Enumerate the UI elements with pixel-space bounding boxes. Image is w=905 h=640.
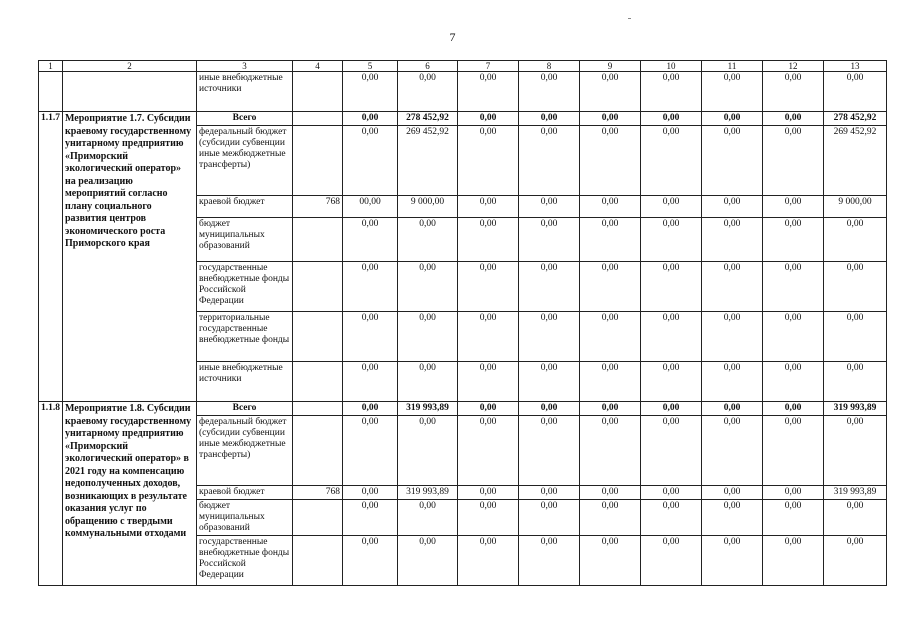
amount-cell: 0,00 xyxy=(641,500,702,536)
amount-cell: 0,00 xyxy=(398,416,458,486)
amount-cell: 0,00 xyxy=(763,218,824,262)
amount-cell: 0,00 xyxy=(580,536,641,586)
amount-cell: 0,00 xyxy=(519,218,580,262)
amount-cell: 0,00 xyxy=(580,312,641,362)
amount-cell: 0,00 xyxy=(641,486,702,500)
amount-cell: 0,00 xyxy=(702,416,763,486)
amount-cell: 0,00 xyxy=(343,402,398,416)
amount-cell: 278 452,92 xyxy=(824,112,887,126)
amount-cell: 0,00 xyxy=(702,500,763,536)
amount-cell: 0,00 xyxy=(641,112,702,126)
budget-table xyxy=(38,60,887,586)
total-label: Всего xyxy=(197,112,293,126)
amount-cell: 0,00 xyxy=(580,486,641,500)
funding-source: бюджет муниципальных образований xyxy=(197,218,293,262)
amount-cell: 0,00 xyxy=(458,486,519,500)
amount-cell: 0,00 xyxy=(398,500,458,536)
header-row xyxy=(39,61,887,72)
description-cell xyxy=(63,72,197,112)
amount-cell: 0,00 xyxy=(641,362,702,402)
column-header-12: 12 xyxy=(763,61,824,72)
amount-cell: 9 000,00 xyxy=(398,196,458,218)
amount-cell: 0,00 xyxy=(763,500,824,536)
budget-code xyxy=(293,312,343,362)
amount-cell: 319 993,89 xyxy=(398,402,458,416)
amount-cell: 0,00 xyxy=(580,362,641,402)
amount-cell: 0,00 xyxy=(702,536,763,586)
amount-cell: 0,00 xyxy=(519,416,580,486)
amount-cell: 0,00 xyxy=(519,362,580,402)
amount-cell: 0,00 xyxy=(398,72,458,112)
amount-cell: 0,00 xyxy=(641,218,702,262)
amount-cell: 0,00 xyxy=(763,126,824,196)
budget-code xyxy=(293,500,343,536)
amount-cell: 0,00 xyxy=(702,112,763,126)
amount-cell: 0,00 xyxy=(343,262,398,312)
budget-code xyxy=(293,402,343,416)
funding-source: бюджет муниципальных образований xyxy=(197,500,293,536)
amount-cell: 0,00 xyxy=(458,500,519,536)
amount-cell: 0,00 xyxy=(398,218,458,262)
amount-cell: 0,00 xyxy=(519,262,580,312)
budget-code xyxy=(293,536,343,586)
amount-cell: 319 993,89 xyxy=(398,486,458,500)
amount-cell: 0,00 xyxy=(458,312,519,362)
funding-source: федеральный бюджет (субсидии субвенции иные межбюджетные трансферты) xyxy=(197,126,293,196)
column-header-1: 1 xyxy=(39,61,63,72)
amount-cell: 269 452,92 xyxy=(824,126,887,196)
amount-cell: 0,00 xyxy=(763,362,824,402)
column-header-8: 8 xyxy=(519,61,580,72)
amount-cell: 0,00 xyxy=(458,402,519,416)
funding-source: краевой бюджет xyxy=(197,486,293,500)
budget-code xyxy=(293,126,343,196)
column-header-3: 3 xyxy=(197,61,293,72)
column-header-4: 4 xyxy=(293,61,343,72)
amount-cell: 0,00 xyxy=(580,112,641,126)
column-header-6: 6 xyxy=(398,61,458,72)
amount-cell: 0,00 xyxy=(763,112,824,126)
amount-cell: 0,00 xyxy=(702,72,763,112)
amount-cell: 0,00 xyxy=(343,312,398,362)
amount-cell: 0,00 xyxy=(343,218,398,262)
amount-cell: 0,00 xyxy=(702,126,763,196)
amount-cell: 0,00 xyxy=(458,218,519,262)
amount-cell: 319 993,89 xyxy=(824,402,887,416)
column-header-10: 10 xyxy=(641,61,702,72)
amount-cell: 0,00 xyxy=(398,536,458,586)
amount-cell: 0,00 xyxy=(343,112,398,126)
amount-cell: 0,00 xyxy=(343,72,398,112)
amount-cell: 0,00 xyxy=(580,416,641,486)
measure-id: 1.1.7 xyxy=(39,112,63,402)
amount-cell: 0,00 xyxy=(763,196,824,218)
amount-cell: 0,00 xyxy=(824,262,887,312)
table-body xyxy=(39,72,887,586)
column-header-7: 7 xyxy=(458,61,519,72)
amount-cell: 0,00 xyxy=(641,402,702,416)
funding-source: государственные внебюджетные фонды Российской Федерации xyxy=(197,536,293,586)
amount-cell: 0,00 xyxy=(641,262,702,312)
amount-cell: 0,00 xyxy=(580,196,641,218)
amount-cell: 0,00 xyxy=(824,72,887,112)
amount-cell: 0,00 xyxy=(398,362,458,402)
amount-cell: 0,00 xyxy=(580,402,641,416)
amount-cell: 0,00 xyxy=(763,262,824,312)
amount-cell: 0,00 xyxy=(580,72,641,112)
amount-cell: 0,00 xyxy=(458,262,519,312)
amount-cell: 0,00 xyxy=(519,486,580,500)
amount-cell: 0,00 xyxy=(824,500,887,536)
column-header-5: 5 xyxy=(343,61,398,72)
page-number: 7 xyxy=(449,30,456,44)
amount-cell: 0,00 xyxy=(824,416,887,486)
amount-cell: 0,00 xyxy=(458,536,519,586)
budget-code: 768 xyxy=(293,196,343,218)
amount-cell: 0,00 xyxy=(641,196,702,218)
amount-cell: 319 993,89 xyxy=(824,486,887,500)
amount-cell: 0,00 xyxy=(398,262,458,312)
amount-cell: 0,00 xyxy=(519,72,580,112)
amount-cell: 0,00 xyxy=(641,416,702,486)
funding-source: федеральный бюджет (субсидии субвенции иные межбюджетные трансферты) xyxy=(197,416,293,486)
measure-description: Мероприятие 1.8. Субсидии краевому государственному унитарному предприятию «Приморский экологический оператор» в 2021 году на компенсацию недополученных доходов, возникающих в результате оказания услуг по обращению с твердыми коммунальными отходами xyxy=(63,402,197,586)
amount-cell: 00,00 xyxy=(343,196,398,218)
amount-cell: 0,00 xyxy=(763,72,824,112)
funding-source: государственные внебюджетные фонды Российской Федерации xyxy=(197,262,293,312)
amount-cell: 0,00 xyxy=(763,312,824,362)
amount-cell: 0,00 xyxy=(702,486,763,500)
budget-code xyxy=(293,262,343,312)
budget-code: 768 xyxy=(293,486,343,500)
table-row xyxy=(39,112,887,126)
amount-cell: 0,00 xyxy=(580,500,641,536)
column-header-11: 11 xyxy=(702,61,763,72)
amount-cell: 0,00 xyxy=(343,126,398,196)
amount-cell: 278 452,92 xyxy=(398,112,458,126)
amount-cell: 0,00 xyxy=(824,362,887,402)
row-id-cell xyxy=(39,72,63,112)
budget-code xyxy=(293,416,343,486)
table-row xyxy=(39,402,887,416)
column-header-9: 9 xyxy=(580,61,641,72)
column-header-13: 13 xyxy=(824,61,887,72)
budget-code xyxy=(293,72,343,112)
amount-cell: 0,00 xyxy=(343,486,398,500)
amount-cell: 0,00 xyxy=(580,126,641,196)
amount-cell: 0,00 xyxy=(580,262,641,312)
amount-cell: 0,00 xyxy=(702,312,763,362)
scan-mark xyxy=(628,18,631,19)
budget-code xyxy=(293,112,343,126)
amount-cell: 0,00 xyxy=(702,262,763,312)
amount-cell: 0,00 xyxy=(458,362,519,402)
amount-cell: 0,00 xyxy=(763,402,824,416)
amount-cell: 0,00 xyxy=(641,126,702,196)
table-row xyxy=(39,72,887,112)
amount-cell: 0,00 xyxy=(458,196,519,218)
amount-cell: 0,00 xyxy=(824,536,887,586)
amount-cell: 0,00 xyxy=(824,312,887,362)
amount-cell: 0,00 xyxy=(343,416,398,486)
amount-cell: 269 452,92 xyxy=(398,126,458,196)
column-header-2: 2 xyxy=(63,61,197,72)
funding-source: территориальные государственные внебюджетные фонды xyxy=(197,312,293,362)
funding-source: краевой бюджет xyxy=(197,196,293,218)
budget-code xyxy=(293,218,343,262)
amount-cell: 0,00 xyxy=(519,196,580,218)
amount-cell: 0,00 xyxy=(458,416,519,486)
amount-cell: 0,00 xyxy=(702,196,763,218)
amount-cell: 0,00 xyxy=(763,486,824,500)
amount-cell: 0,00 xyxy=(702,362,763,402)
amount-cell: 0,00 xyxy=(458,72,519,112)
amount-cell: 0,00 xyxy=(519,402,580,416)
amount-cell: 0,00 xyxy=(641,72,702,112)
total-label: Всего xyxy=(197,402,293,416)
amount-cell: 0,00 xyxy=(702,402,763,416)
budget-code xyxy=(293,362,343,402)
amount-cell: 0,00 xyxy=(519,126,580,196)
amount-cell: 0,00 xyxy=(641,536,702,586)
amount-cell: 0,00 xyxy=(702,218,763,262)
amount-cell: 0,00 xyxy=(580,218,641,262)
amount-cell: 0,00 xyxy=(458,112,519,126)
amount-cell: 0,00 xyxy=(641,312,702,362)
amount-cell: 0,00 xyxy=(519,312,580,362)
amount-cell: 0,00 xyxy=(824,218,887,262)
funding-source: иные внебюджетные источники xyxy=(197,72,293,112)
amount-cell: 0,00 xyxy=(519,112,580,126)
amount-cell: 0,00 xyxy=(343,362,398,402)
amount-cell: 0,00 xyxy=(343,536,398,586)
amount-cell: 9 000,00 xyxy=(824,196,887,218)
amount-cell: 0,00 xyxy=(519,500,580,536)
amount-cell: 0,00 xyxy=(763,416,824,486)
amount-cell: 0,00 xyxy=(343,500,398,536)
amount-cell: 0,00 xyxy=(519,536,580,586)
measure-id: 1.1.8 xyxy=(39,402,63,586)
amount-cell: 0,00 xyxy=(458,126,519,196)
amount-cell: 0,00 xyxy=(398,312,458,362)
measure-description: Мероприятие 1.7. Субсидии краевому государственному унитарному предприятию «Приморский экологический оператор» на реализацию мероприятий согласно плану социального развития центров экономического роста Приморского края xyxy=(63,112,197,402)
amount-cell: 0,00 xyxy=(763,536,824,586)
funding-source: иные внебюджетные источники xyxy=(197,362,293,402)
